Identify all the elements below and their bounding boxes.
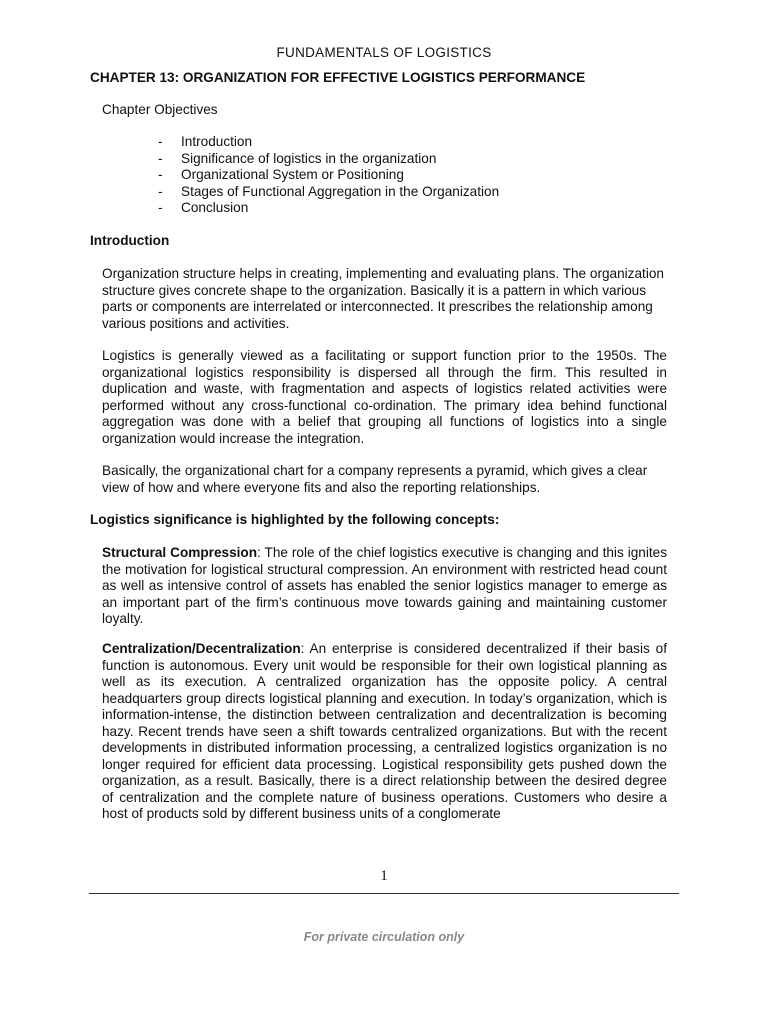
introduction-heading: Introduction	[90, 233, 170, 248]
intro-paragraph-1: Organization structure helps in creating, implementing and evaluating plans. The organization structure gives concrete shape to the organization. Basically it is a pattern in which various parts or components are interrelated or interconnected. It prescribes the relationship among various positions and activities.	[102, 266, 664, 331]
structural-compression-term: Structural Compression	[102, 545, 258, 560]
objective-item	[158, 184, 499, 201]
objective-item	[158, 167, 499, 184]
running-head: FUNDAMENTALS OF LOGISTICS	[276, 45, 492, 60]
footer-note: For private circulation only	[303, 930, 465, 944]
objective-text: Introduction	[181, 134, 253, 149]
objective-item	[158, 134, 499, 151]
centralization-paragraph	[102, 641, 667, 823]
objectives-list	[158, 134, 499, 217]
bullet-dash: -	[158, 134, 163, 149]
objective-item	[158, 200, 499, 217]
objective-text: Organizational System or Positioning	[181, 167, 404, 183]
intro-paragraph-2: Logistics is generally viewed as a facilitating or support function prior to the 1950s. The organizational logistics responsibility is dispersed all through the firm. This resulted in duplication and waste, with fragmentation and aspects of logistics related activities were performed without any cross-functional co-ordination. The primary idea behind functional aggregation was done with a belief that grouping all functions of logistics into a single organization would increase the integration.	[102, 348, 667, 446]
chapter-title: CHAPTER 13: ORGANIZATION FOR EFFECTIVE LOGISTICS PERFORMANCE	[90, 70, 586, 85]
objective-text: Stages of Functional Aggregation in the Organization	[181, 183, 500, 199]
page-number: 1	[380, 868, 388, 884]
bullet-dash: -	[158, 183, 163, 199]
centralization-term: Centralization/Decentralization	[102, 641, 301, 656]
objectives-heading: Chapter Objectives	[102, 102, 218, 117]
centralization-text: : An enterprise is considered decentralized if their basis of function is autonomous. Every unit would be responsible for their own logistical planning as well as its execution. A centralized organization has the opposite policy. A central headquarters group directs logistical planning and execution. In today’s organization, which is information-intense, the distinction between centralization and decentralization is becoming hazy. Recent trends have seen a shift towards centralized organizations. But with the recent developments in distributed information processing, a centralized logistics organization is no longer required for efficient data processing. Logistical responsibility gets pushed down the organization, as a result. Basically, there is a direct relationship between the desired degree of centralization and the complete nature of business operations. Customers who desire a host of products sold by different business units of a conglomerate	[102, 641, 667, 821]
bullet-dash: -	[158, 200, 163, 216]
bullet-dash: -	[158, 167, 163, 183]
structural-compression-paragraph	[102, 545, 667, 628]
bullet-dash: -	[158, 150, 163, 166]
objective-text: Significance of logistics in the organization	[181, 150, 437, 166]
objective-text: Conclusion	[181, 200, 249, 216]
objective-item	[158, 151, 499, 168]
footer-rule	[89, 893, 679, 894]
structural-compression-text: : The role of the chief logistics executive is changing and this ignites the motivation for logistical structural compression. An environment with restricted head count as well as intensive control of assets has enabled the senior logistics manager to emerge as an important part of the firm’s continuous move towards gaining and maintaining customer loyalty.	[102, 545, 667, 626]
significance-heading: Logistics significance is highlighted by the following concepts:	[90, 512, 500, 527]
intro-paragraph-3: Basically, the organizational chart for a company represents a pyramid, which gives a clear view of how and where everyone fits and also the reporting relationships.	[102, 463, 648, 495]
